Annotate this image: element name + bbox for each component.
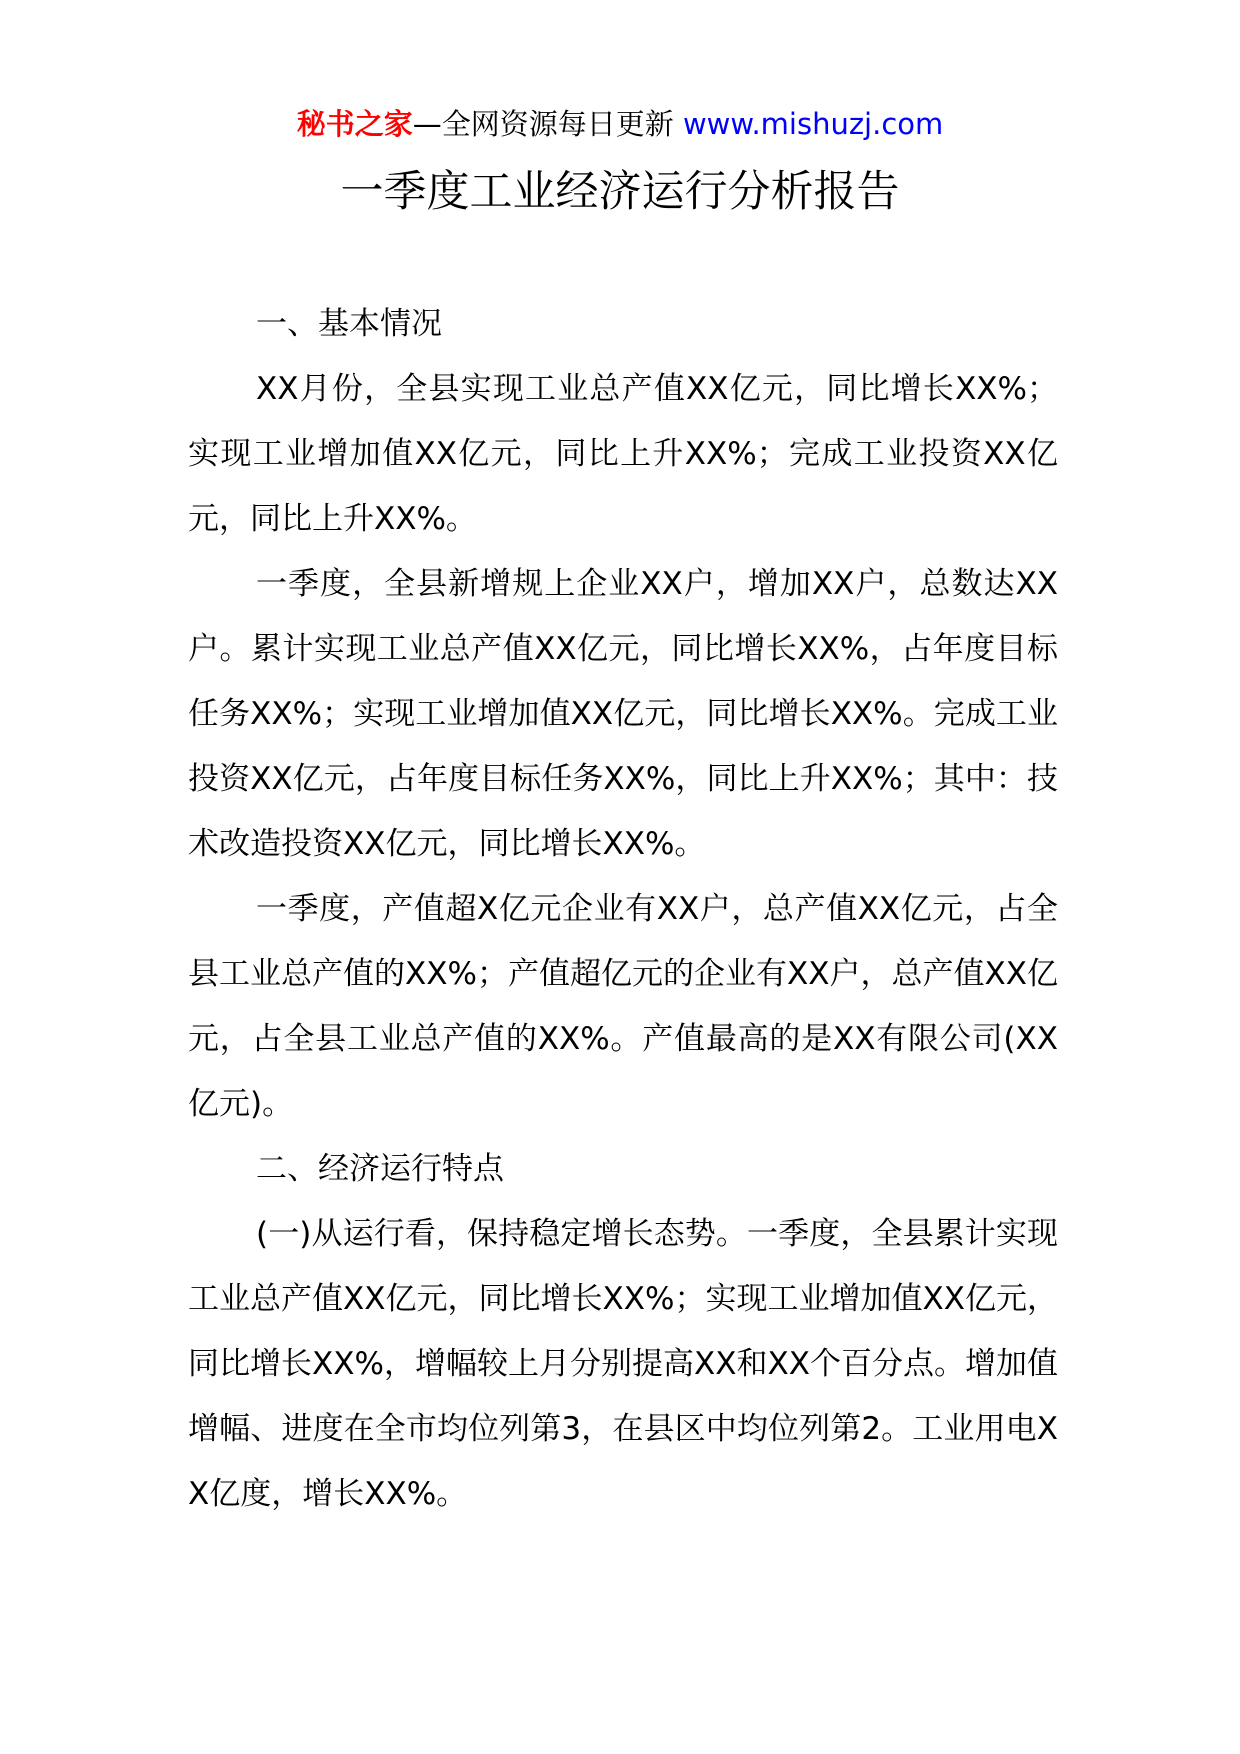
document-body	[188, 292, 1058, 1527]
section-heading-basic: 一、基本情况	[256, 306, 442, 342]
body-paragraph: 一季度，产值超X亿元企业有XX户，总产值XX亿元，占全县工业总产值的XX%；产值超亿元的企业有XX户，总产值XX亿元，占全县工业总产值的XX%。产值最高的是XX有限公司(XX亿元)。	[188, 891, 1058, 1122]
section-heading-features: 二、经济运行特点	[256, 1151, 504, 1187]
document-title: 一季度工业经济运行分析报告	[340, 167, 900, 217]
body-paragraph: XX月份，全县实现工业总产值XX亿元，同比增长XX%；实现工业增加值XX亿元，同比上升XX%；完成工业投资XX亿元，同比上升XX%。	[188, 371, 1058, 537]
site-header	[0, 104, 1240, 144]
brand-name: 秘书之家	[296, 107, 413, 141]
body-paragraph: 一季度，全县新增规上企业XX户，增加XX户，总数达XX户。累计实现工业总产值XX亿元，同比增长XX%，占年度目标任务XX%；实现工业增加值XX亿元，同比增长XX%。完成工业投资XX亿元，占年度目标任务XX%，同比上升XX%；其中：技术改造投资XX亿元，同比增长XX%。	[188, 566, 1058, 862]
site-tagline: —全网资源每日更新	[412, 107, 683, 141]
site-url: www.mishuzj.com	[682, 107, 944, 141]
body-paragraph: (一)从运行看，保持稳定增长态势。一季度，全县累计实现工业总产值XX亿元，同比增长XX%；实现工业增加值XX亿元，同比增长XX%，增幅较上月分别提高XX和XX个百分点。增加值增幅、进度在全市均位列第3，在县区中均位列第2。工业用电XX亿度，增长XX%。	[188, 1216, 1058, 1512]
